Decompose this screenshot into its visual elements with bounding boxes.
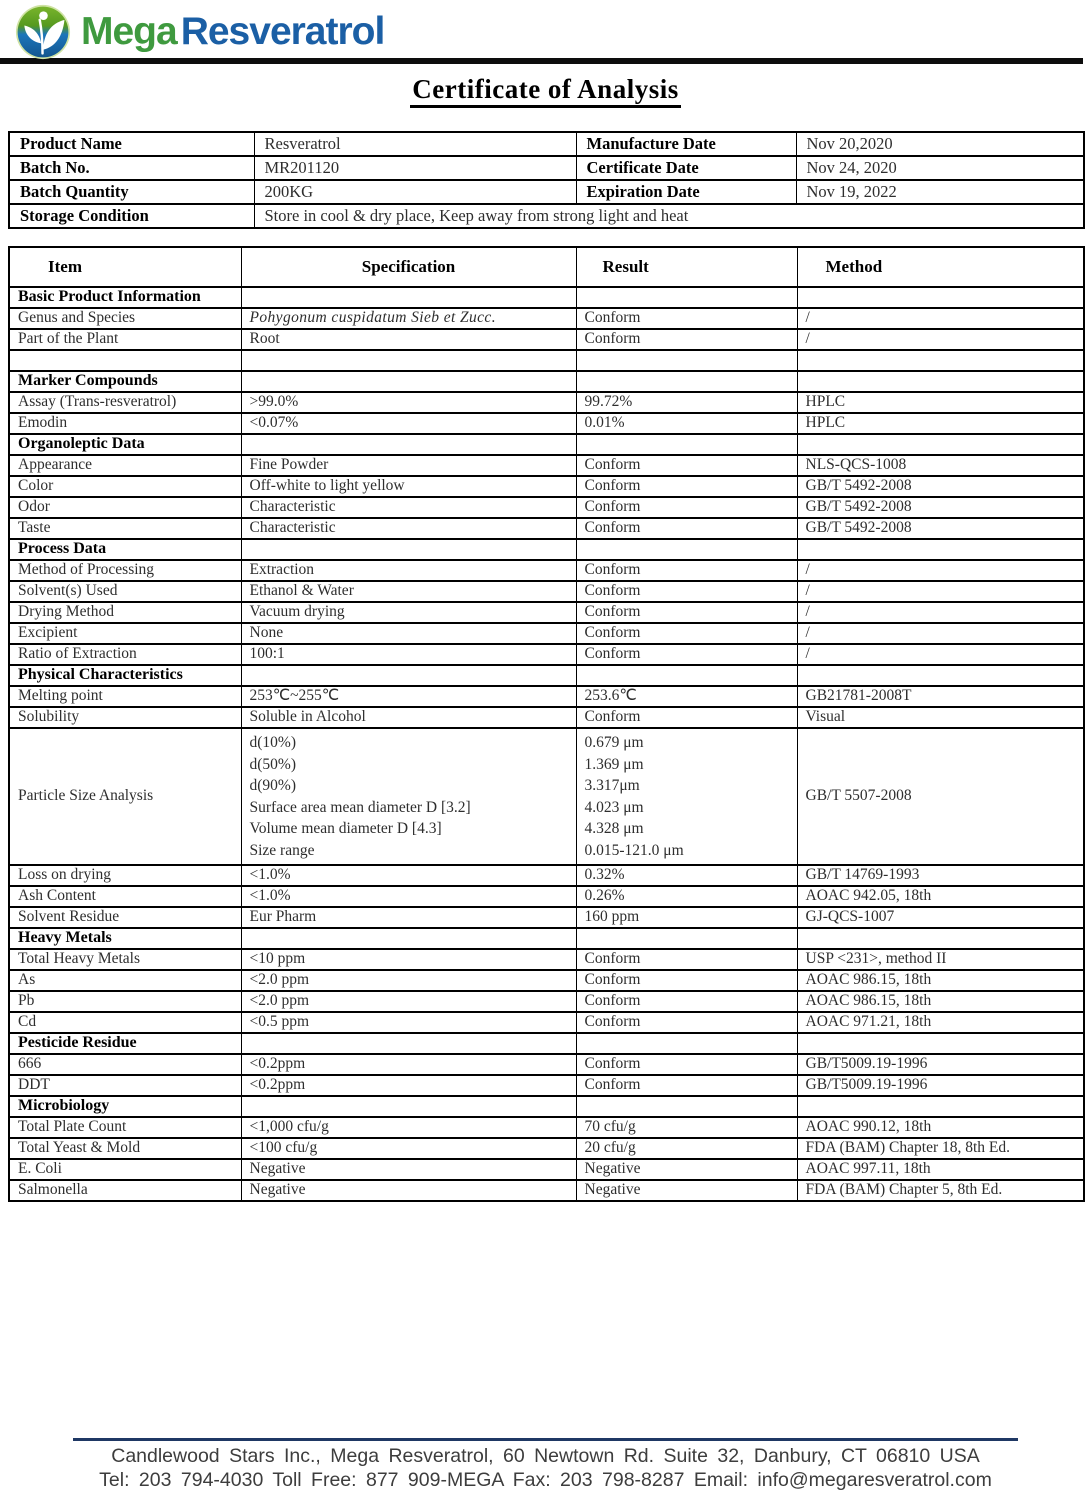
result-cell: Conform — [576, 1012, 797, 1033]
spec-cell: <1,000 cfu/g — [241, 1117, 576, 1138]
blank-cell — [797, 1033, 1084, 1054]
method-cell: / — [797, 308, 1084, 329]
spec-cell: <10 ppm — [241, 949, 576, 970]
section-title: Physical Characteristics — [9, 665, 241, 686]
spec-cell: Ethanol & Water — [241, 581, 576, 602]
table-row — [9, 1180, 1084, 1201]
method-cell: GJ-QCS-1007 — [797, 907, 1084, 928]
table-row — [9, 728, 1084, 865]
blank-cell — [576, 1033, 797, 1054]
result-cell: Conform — [576, 644, 797, 665]
result-cell: Conform — [576, 623, 797, 644]
item-cell: Pb — [9, 991, 241, 1012]
result-cell: Conform — [576, 497, 797, 518]
blank-cell — [241, 287, 576, 308]
blank-cell — [797, 1096, 1084, 1117]
item-cell: Loss on drying — [9, 865, 241, 886]
result-cell: Conform — [576, 1075, 797, 1096]
item-cell: Assay (Trans-resveratrol) — [9, 392, 241, 413]
item-cell: Total Yeast & Mold — [9, 1138, 241, 1159]
spec-cell: 100:1 — [241, 644, 576, 665]
table-row — [9, 949, 1084, 970]
footer-contact: Tel: 203 794-4030 Toll Free: 877 909-MEGA Fax: 203 798-8287 Email: info@megaresveratrol.com — [99, 1469, 992, 1491]
item-cell: Solvent Residue — [9, 907, 241, 928]
table-row — [9, 623, 1084, 644]
footer — [0, 1438, 1091, 1492]
info-label: Product Name — [9, 132, 254, 156]
table-row — [9, 497, 1084, 518]
table-row — [9, 392, 1084, 413]
blank-cell — [797, 350, 1084, 371]
result-cell: Conform — [576, 991, 797, 1012]
info-label: Expiration Date — [576, 180, 796, 204]
info-row — [9, 156, 1084, 180]
item-cell: Ratio of Extraction — [9, 644, 241, 665]
spec-cell: None — [241, 623, 576, 644]
spec-cell: Characteristic — [241, 518, 576, 539]
item-cell: As — [9, 970, 241, 991]
table-row — [9, 1117, 1084, 1138]
spec-cell: d(10%) d(50%) d(90%) Surface area mean diameter D [3.2] Volume mean diameter D [4.3] Size range — [241, 728, 576, 865]
spec-cell: Vacuum drying — [241, 602, 576, 623]
col-header-specification: Specification — [241, 247, 576, 287]
spec-cell: <0.07% — [241, 413, 576, 434]
col-header-item: Item — [9, 247, 241, 287]
result-cell: 253.6℃ — [576, 686, 797, 707]
method-cell: GB21781-2008T — [797, 686, 1084, 707]
spec-cell: >99.0% — [241, 392, 576, 413]
col-header-result: Result — [576, 247, 797, 287]
item-cell: Cd — [9, 1012, 241, 1033]
table-row — [9, 1012, 1084, 1033]
result-cell: 0.01% — [576, 413, 797, 434]
spec-cell: Root — [241, 329, 576, 350]
method-cell: AOAC 997.11, 18th — [797, 1159, 1084, 1180]
spec-cell: 253℃~255℃ — [241, 686, 576, 707]
info-label: Certificate Date — [576, 156, 796, 180]
method-cell: / — [797, 581, 1084, 602]
product-info-body — [9, 132, 1084, 228]
table-row — [9, 1159, 1084, 1180]
table-row — [9, 581, 1084, 602]
col-header-method: Method — [797, 247, 1084, 287]
info-label: Storage Condition — [9, 204, 254, 228]
spec-cell: <0.5 ppm — [241, 1012, 576, 1033]
section-row — [9, 665, 1084, 686]
method-cell: FDA (BAM) Chapter 5, 8th Ed. — [797, 1180, 1084, 1201]
spec-cell: Negative — [241, 1159, 576, 1180]
section-title: Process Data — [9, 539, 241, 560]
section-row — [9, 928, 1084, 949]
section-row — [9, 1096, 1084, 1117]
method-cell: Visual — [797, 707, 1084, 728]
item-cell: Color — [9, 476, 241, 497]
section-title: Marker Compounds — [9, 371, 241, 392]
item-cell: Excipient — [9, 623, 241, 644]
table-row — [9, 644, 1084, 665]
method-cell: NLS-QCS-1008 — [797, 455, 1084, 476]
logo — [15, 4, 384, 60]
table-row — [9, 1054, 1084, 1075]
item-cell: Emodin — [9, 413, 241, 434]
spec-cell: Characteristic — [241, 497, 576, 518]
result-cell: Conform — [576, 581, 797, 602]
result-cell: Conform — [576, 949, 797, 970]
method-cell: AOAC 942.05, 18th — [797, 886, 1084, 907]
table-row — [9, 991, 1084, 1012]
info-value: 200KG — [254, 180, 576, 204]
section-title: Basic Product Information — [9, 287, 241, 308]
result-cell: Conform — [576, 476, 797, 497]
blank-cell — [797, 665, 1084, 686]
item-cell: Solvent(s) Used — [9, 581, 241, 602]
section-row — [9, 434, 1084, 455]
result-cell: 70 cfu/g — [576, 1117, 797, 1138]
result-cell: 99.72% — [576, 392, 797, 413]
header — [0, 0, 1091, 57]
method-cell: AOAC 971.21, 18th — [797, 1012, 1084, 1033]
table-row — [9, 865, 1084, 886]
method-cell: GB/T 5492-2008 — [797, 476, 1084, 497]
table-row — [9, 1075, 1084, 1096]
method-cell: AOAC 990.12, 18th — [797, 1117, 1084, 1138]
method-cell: GB/T5009.19-1996 — [797, 1054, 1084, 1075]
blank-cell — [241, 928, 576, 949]
spec-cell: Soluble in Alcohol — [241, 707, 576, 728]
blank-cell — [797, 371, 1084, 392]
info-value: Store in cool & dry place, Keep away from strong light and heat — [254, 204, 1084, 228]
footer-divider — [73, 1438, 1018, 1441]
section-title: Pesticide Residue — [9, 1033, 241, 1054]
table-row — [9, 329, 1084, 350]
item-cell: Genus and Species — [9, 308, 241, 329]
item-cell: DDT — [9, 1075, 241, 1096]
method-cell: / — [797, 329, 1084, 350]
blank-cell — [576, 350, 797, 371]
blank-cell — [241, 371, 576, 392]
section-title: Heavy Metals — [9, 928, 241, 949]
table-row — [9, 308, 1084, 329]
method-cell: / — [797, 623, 1084, 644]
page-title: Certificate of Analysis — [0, 69, 1091, 107]
table-row — [9, 518, 1084, 539]
method-cell: GB/T 5492-2008 — [797, 518, 1084, 539]
item-cell: Appearance — [9, 455, 241, 476]
item-cell: Taste — [9, 518, 241, 539]
blank-cell — [576, 928, 797, 949]
item-cell: Part of the Plant — [9, 329, 241, 350]
section-row — [9, 1033, 1084, 1054]
section-title: Organoleptic Data — [9, 434, 241, 455]
method-cell: HPLC — [797, 392, 1084, 413]
method-cell: USP <231>, method II — [797, 949, 1084, 970]
result-cell: 0.26% — [576, 886, 797, 907]
method-cell: HPLC — [797, 413, 1084, 434]
item-cell: E. Coli — [9, 1159, 241, 1180]
section-title: Microbiology — [9, 1096, 241, 1117]
table-row — [9, 476, 1084, 497]
info-value: Nov 24, 2020 — [796, 156, 1084, 180]
item-cell: Solubility — [9, 707, 241, 728]
info-label: Batch Quantity — [9, 180, 254, 204]
item-cell: Odor — [9, 497, 241, 518]
blank-cell — [241, 665, 576, 686]
section-row — [9, 371, 1084, 392]
item-cell: Drying Method — [9, 602, 241, 623]
method-cell: AOAC 986.15, 18th — [797, 970, 1084, 991]
result-cell: Conform — [576, 1054, 797, 1075]
item-cell: Ash Content — [9, 886, 241, 907]
method-cell: GB/T 14769-1993 — [797, 865, 1084, 886]
table-row — [9, 602, 1084, 623]
blank-cell — [797, 928, 1084, 949]
info-row-storage — [9, 204, 1084, 228]
item-cell: Salmonella — [9, 1180, 241, 1201]
spec-cell: Off-white to light yellow — [241, 476, 576, 497]
section-row — [9, 539, 1084, 560]
coa-header-row — [9, 247, 1084, 287]
blank-cell — [797, 434, 1084, 455]
method-cell: GB/T 5507-2008 — [797, 728, 1084, 865]
method-cell: GB/T5009.19-1996 — [797, 1075, 1084, 1096]
blank-cell — [241, 434, 576, 455]
product-info-table — [8, 131, 1085, 229]
section-row — [9, 287, 1084, 308]
spec-cell: Fine Powder — [241, 455, 576, 476]
info-row — [9, 180, 1084, 204]
leaf-sprout-icon — [15, 4, 71, 60]
table-row — [9, 560, 1084, 581]
info-value: Nov 19, 2022 — [796, 180, 1084, 204]
table-row — [9, 413, 1084, 434]
logo-wordmark — [81, 10, 384, 54]
result-cell: Conform — [576, 455, 797, 476]
info-value: Resveratrol — [254, 132, 576, 156]
spec-cell: <0.2ppm — [241, 1054, 576, 1075]
result-cell: Negative — [576, 1180, 797, 1201]
info-row — [9, 132, 1084, 156]
result-cell: Conform — [576, 518, 797, 539]
coa-table — [8, 246, 1085, 1202]
method-cell: FDA (BAM) Chapter 18, 8th Ed. — [797, 1138, 1084, 1159]
logo-text-mega: Mega — [81, 10, 177, 53]
result-cell: Conform — [576, 329, 797, 350]
blank-cell — [576, 665, 797, 686]
item-cell: Melting point — [9, 686, 241, 707]
method-cell: GB/T 5492-2008 — [797, 497, 1084, 518]
result-cell: Conform — [576, 970, 797, 991]
blank-cell — [576, 287, 797, 308]
footer-address: Candlewood Stars Inc., Mega Resveratrol, 60 Newtown Rd. Suite 32, Danbury, CT 06810 USA — [111, 1445, 980, 1467]
result-cell: Conform — [576, 308, 797, 329]
table-row — [9, 886, 1084, 907]
spec-cell: Extraction — [241, 560, 576, 581]
blank-cell — [241, 1033, 576, 1054]
info-label: Batch No. — [9, 156, 254, 180]
method-cell: AOAC 986.15, 18th — [797, 991, 1084, 1012]
blank-cell — [241, 350, 576, 371]
result-cell: Conform — [576, 707, 797, 728]
spec-cell: <2.0 ppm — [241, 970, 576, 991]
spec-cell: <2.0 ppm — [241, 991, 576, 1012]
blank-cell — [797, 539, 1084, 560]
table-row — [9, 970, 1084, 991]
table-row — [9, 455, 1084, 476]
blank-cell — [576, 1096, 797, 1117]
blank-cell — [241, 539, 576, 560]
table-row — [9, 686, 1084, 707]
result-cell: 160 ppm — [576, 907, 797, 928]
blank-cell — [9, 350, 241, 371]
spec-cell: Pohygonum cuspidatum Sieb et Zucc. — [241, 308, 576, 329]
spec-cell: <1.0% — [241, 865, 576, 886]
result-cell: 20 cfu/g — [576, 1138, 797, 1159]
spec-cell: Eur Pharm — [241, 907, 576, 928]
table-row — [9, 707, 1084, 728]
coa-body — [9, 287, 1084, 1201]
item-cell: Total Plate Count — [9, 1117, 241, 1138]
method-cell: / — [797, 644, 1084, 665]
item-cell: 666 — [9, 1054, 241, 1075]
blank-cell — [576, 434, 797, 455]
result-cell: 0.32% — [576, 865, 797, 886]
table-row — [9, 907, 1084, 928]
spec-cell: Negative — [241, 1180, 576, 1201]
blank-cell — [797, 287, 1084, 308]
info-label: Manufacture Date — [576, 132, 796, 156]
item-cell: Method of Processing — [9, 560, 241, 581]
item-cell: Total Heavy Metals — [9, 949, 241, 970]
result-cell: Negative — [576, 1159, 797, 1180]
logo-text-resveratrol: Resveratrol — [180, 10, 385, 53]
spec-cell: <100 cfu/g — [241, 1138, 576, 1159]
result-cell: Conform — [576, 560, 797, 581]
blank-cell — [576, 539, 797, 560]
spec-cell: <0.2ppm — [241, 1075, 576, 1096]
method-cell: / — [797, 602, 1084, 623]
blank-cell — [576, 371, 797, 392]
table-row — [9, 1138, 1084, 1159]
result-cell: 0.679 μm 1.369 μm 3.317μm 4.023 μm 4.328 μm 0.015-121.0 μm — [576, 728, 797, 865]
table-row — [9, 350, 1084, 371]
blank-cell — [241, 1096, 576, 1117]
item-cell: Particle Size Analysis — [9, 728, 241, 865]
info-value: Nov 20,2020 — [796, 132, 1084, 156]
result-cell: Conform — [576, 602, 797, 623]
method-cell: / — [797, 560, 1084, 581]
info-value: MR201120 — [254, 156, 576, 180]
spec-cell: <1.0% — [241, 886, 576, 907]
